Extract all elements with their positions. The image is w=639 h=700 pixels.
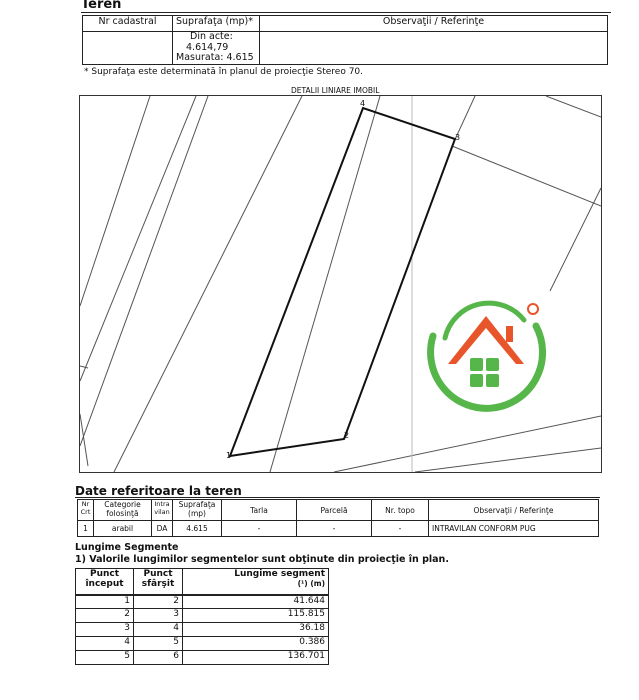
date-ref-header-nr-crt: Nr Crt [78,500,94,521]
teren-rule [81,12,611,13]
parcel-outline [230,108,455,456]
date-ref-cell-suprafata: 4.615 [173,521,222,537]
segment-start: 5 [76,651,134,665]
table-row [76,595,329,609]
house-logo [431,303,543,408]
segment-length: 36.18 [183,623,329,637]
segmente-header-lungime-unit: (¹) (m) [297,579,325,588]
date-ref-header-intravilan: Intra vilan [152,500,173,521]
table-row [76,637,329,651]
date-ref-cell-nr-topo: - [372,521,429,537]
date-ref-table [77,499,599,537]
plan-title [292,95,384,96]
date-ref-header-suprafata: Suprafaţa (mp) [173,500,222,521]
segment-start: 2 [76,609,134,623]
date-ref-header-parcela: Parcelă [297,500,372,521]
teren-cell-observatii [260,32,608,65]
segment-start: 4 [76,637,134,651]
date-ref-header-categorie: Categorie folosinţă [94,500,152,521]
date-ref-cell-categorie: arabil [94,521,152,537]
plan-frame [79,95,602,473]
date-ref-cell-intravilan: DA [152,521,173,537]
segment-end: 6 [134,651,183,665]
date-ref-title: Date referitoare la teren [75,484,242,498]
plan-drawing [80,96,601,472]
segmente-subtitle: 1) Valorile lungimilor segmentelor sunt obţinute din proiecţie în plan. [75,554,449,565]
plan-title-outer: DETALII LINIARE IMOBIL [291,86,380,95]
date-ref-cell-nr-crt: 1 [78,521,94,537]
segmente-header-inceput: Punct început [76,569,134,595]
segmente-header-lungime-label: Lungime segment [234,569,325,579]
parcel-point-labels [226,99,460,460]
segment-end: 3 [134,609,183,623]
neighbour-parcels [80,96,601,472]
segment-length: 41.644 [183,595,329,609]
teren-masurata: Masurata: 4.615 [176,52,254,63]
teren-din-acte-label: Din acte: [190,31,233,42]
date-ref-header-tarla: Tarla [222,500,297,521]
point-label-2: 2 [344,431,350,440]
segment-end: 4 [134,623,183,637]
date-ref-header-nr-topo: Nr. topo [372,500,429,521]
segment-start: 3 [76,623,134,637]
segment-start: 1 [76,595,134,609]
point-label-3: 3 [455,133,461,142]
segment-end: 2 [134,595,183,609]
segmente-header-sfarsit: Punct sfârşit [134,569,183,595]
teren-header-observatii: Observaţii / Referinţe [260,16,608,32]
segment-end: 5 [134,637,183,651]
teren-table [82,15,608,65]
teren-header-nr-cadastral: Nr cadastral [83,16,173,32]
segment-length: 136.701 [183,651,329,665]
teren-cell-nr-cadastral [83,32,173,65]
date-ref-cell-parcela: - [297,521,372,537]
table-row [76,651,329,665]
point-label-4: 4 [360,99,366,108]
date-ref-rule [75,497,600,498]
teren-footnote: * Suprafaţa este determinată în planul de proiecţie Stereo 70. [84,67,364,77]
date-ref-cell-observatii: INTRAVILAN CONFORM PUG [429,521,599,537]
teren-title: Teren [81,0,122,12]
segment-length: 115.815 [183,609,329,623]
segmente-title: Lungime Segmente [75,542,179,553]
segment-length: 0.386 [183,637,329,651]
teren-cell-suprafata [173,32,260,65]
table-row [76,623,329,637]
point-label-1: 1 [226,451,232,460]
segmente-header-lungime [183,569,329,595]
date-ref-cell-tarla: - [222,521,297,537]
table-row [76,609,329,623]
teren-header-suprafata: Suprafaţa (mp)* [173,16,260,32]
teren-din-acte-value: 4.614,79 [186,41,229,53]
date-ref-header-observatii: Observaţii / Referinţe [429,500,599,521]
segmente-table [75,568,329,665]
